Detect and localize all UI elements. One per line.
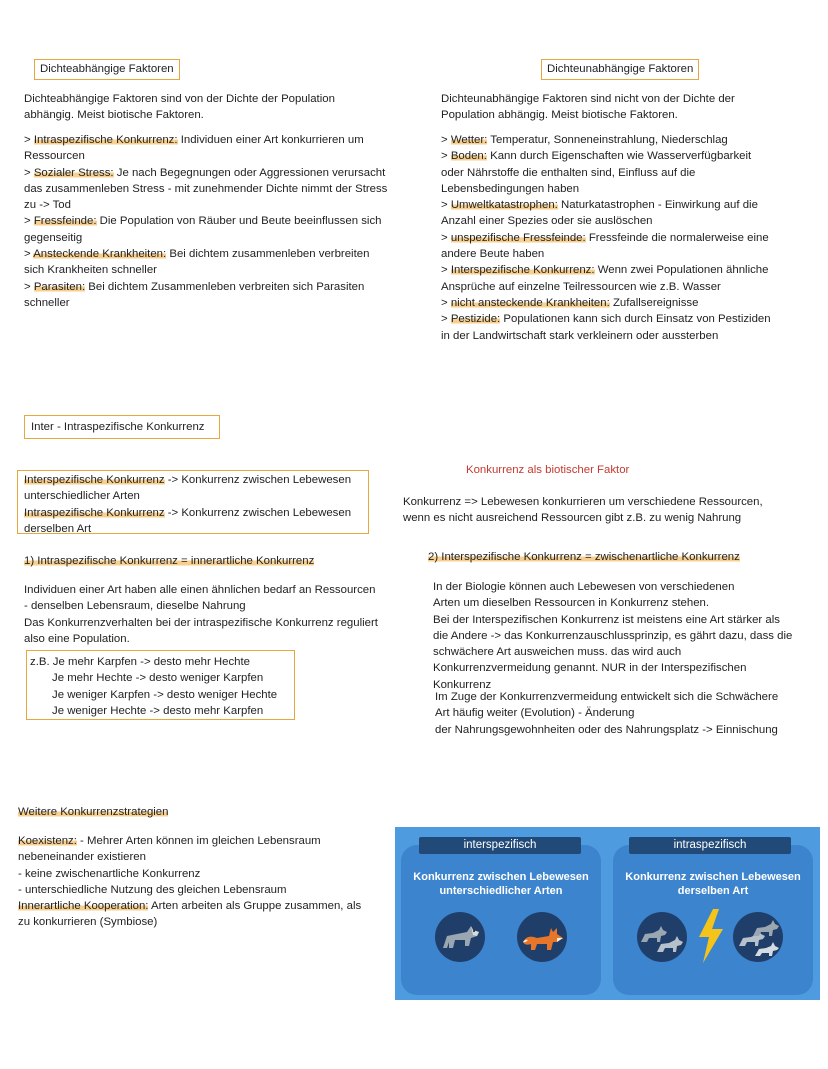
bullet-arrow: > [441, 296, 451, 309]
competition-infographic [395, 827, 820, 1000]
factor-line [441, 148, 826, 164]
factor-line: in der Landwirtschaft stark verkleinern oder aussterben [441, 329, 719, 342]
factor-desc: Bei dichtem Zusammenleben verbreiten sich Parasiten [85, 280, 365, 293]
factor-line [24, 132, 414, 148]
definition-text: Interspezifische Konkurrenz -> Konkurrenz zwischen Lebewesen unterschiedlicher Arten Intraspezifische Konkurrenz -> Konkurrenz zwischen Lebewesen derselben Art [24, 474, 352, 535]
factor-term: Umweltkatastrophen: [450, 199, 558, 212]
factor-line [441, 132, 826, 148]
factor-line [441, 295, 826, 311]
bullet-arrow: > [24, 280, 34, 293]
factor-term: Ansteckende Krankheiten: [33, 248, 167, 261]
wolf-pack-icon [733, 912, 783, 962]
left-factor-list [24, 132, 414, 311]
factor-desc: Zufallsereignisse [609, 296, 699, 309]
factor-desc: Temperatur, Sonneneinstrahlung, Niederschlag [487, 134, 728, 146]
factor-desc: Individuen einer Art konkurrieren um [177, 134, 364, 146]
bullet-arrow: > [441, 150, 451, 163]
factor-line: andere Beute haben [441, 248, 545, 261]
bullet-arrow: > [441, 231, 451, 244]
factor-line [24, 165, 414, 181]
bullet-arrow: > [441, 199, 451, 212]
bullet-arrow: > [24, 134, 34, 146]
strategies-heading: Weitere Konkurrenzstrategien [18, 806, 169, 818]
bullet-arrow: > [24, 215, 34, 228]
factor-line: sich Krankheiten schneller [24, 264, 157, 277]
heading-dichteunabhaengig: Dichteunabhängige Faktoren [541, 59, 699, 80]
factor-line: Ansprüche auf einzelne Teilressourcen wie z.B. Wasser [441, 280, 721, 293]
factor-desc: Fressfeinde die normalerweise eine [585, 231, 769, 244]
left-intro: Dichteabhängige Faktoren sind von der Dichte der Population abhängig. Meist biotische Faktoren. [24, 93, 335, 122]
factor-term: Intraspezifische Konkurrenz: [33, 134, 178, 146]
bio-factor-title: Konkurrenz als biotischer Faktor [466, 464, 630, 476]
factor-desc: Die Population von Räuber und Beute beeinflussen sich [96, 215, 382, 228]
factor-term: Interspezifische Konkurrenz: [450, 264, 595, 277]
inter-caption: Konkurrenz zwischen Lebewesen unterschiedlicher Arten [413, 871, 589, 897]
inter-tag: interspezifisch [419, 837, 581, 854]
factor-term: Sozialer Stress: [33, 166, 114, 179]
wolf-pack-icon [637, 912, 687, 962]
intra-caption: Konkurrenz zwischen Lebewesen derselben Art [625, 871, 801, 897]
factor-term: nicht ansteckende Krankheiten: [450, 296, 610, 309]
factor-desc: Populationen kann sich durch Einsatz von Pestiziden [500, 313, 771, 326]
wolf-icon [435, 912, 485, 962]
inter-panel [401, 845, 601, 995]
factor-line: Anzahl einer Spezies oder sie auslöschen [441, 215, 653, 228]
factor-term: Pestizide: [450, 313, 501, 326]
inter-text: In der Biologie können auch Lebewesen von verschiedenen Arten um dieselben Ressourcen in Konkurrenz stehen. Bei der Interspezifischen Konkurrenz ist meistens eine Art stärker als die Andere -> das Konkurrenzauschlussprinzip, es gährt dazu, dass die schwächere Art ausweichen muss. das wird auch Konkurrenzvermeidung genannt. NUR in der Interspezifischen Konkurrenz [433, 581, 793, 691]
bullet-arrow: > [24, 166, 34, 179]
inter-heading: 2) Interspezifische Konkurrenz = zwischenartliche Konkurrenz [428, 551, 740, 563]
heading-dichteabhaengig: Dichteabhängige Faktoren [34, 59, 180, 80]
lightning-icon [695, 907, 725, 970]
factor-desc: Kann durch Eigenschaften wie Wasserverfügbarkeit [486, 150, 752, 163]
factor-line [24, 279, 414, 295]
right-factor-list [441, 132, 826, 344]
factor-term: Wetter: [450, 134, 488, 146]
factor-term: Fressfeinde: [33, 215, 97, 228]
factor-line: schneller [24, 296, 70, 309]
intra-tag: intraspezifisch [629, 837, 791, 854]
factor-desc: Naturkatastrophen - Einwirkung auf die [557, 199, 758, 212]
factor-desc: Bei dichtem zusammenleben verbreiten [166, 248, 370, 261]
bullet-arrow: > [441, 313, 451, 326]
intra-text: Individuen einer Art haben alle einen ähnlichen bedarf an Ressourcen - denselben Lebensraum, dieselbe Nahrung Das Konkurrenzverhalten bei der intraspezifische Konkurrenz reguliert also eine Population. [24, 584, 378, 645]
factor-line: Ressourcen [24, 150, 85, 163]
factor-line: das zusammenleben Stress - mit zunehmender Dichte nimmt der Stress [24, 182, 388, 195]
right-intro: Dichteunabhängige Faktoren sind nicht von der Dichte der Population abhängig. Meist biotische Faktoren. [441, 93, 735, 122]
factor-line [441, 197, 826, 213]
example-text: z.B. Je mehr Karpfen -> desto mehr Hechte Je mehr Hechte -> desto weniger Karpfen Je weniger Karpfen -> desto weniger Hechte Je weniger Hechte -> desto mehr Karpfen [30, 656, 278, 717]
factor-line [441, 311, 826, 327]
bio-factor-text: Konkurrenz => Lebewesen konkurrieren um verschiedene Ressourcen, wenn es nicht ausreichend Ressourcen gibt z.B. zu wenig Nahrung [403, 496, 763, 525]
factor-term: unspezifische Fressfeinde: [450, 231, 586, 244]
heading-inter-intra: Inter - Intraspezifische Konkurrenz [24, 415, 220, 439]
factor-line: Lebensbedingungen haben [441, 182, 580, 195]
fox-icon [517, 912, 567, 962]
factor-line: oder Nährstoffe die enthalten sind, Einfluss auf die [441, 166, 696, 179]
factor-line: zu -> Tod [24, 199, 71, 212]
factor-line [24, 246, 414, 262]
factor-line [441, 230, 826, 246]
factor-term: Parasiten: [33, 280, 86, 293]
inter-text-2: Im Zuge der Konkurrenzvermeidung entwickelt sich die Schwächere Art häufig weiter (Evolution) - Änderung der Nahrungsgewohnheiten oder des Nahrungsplatz -> Einnischung [435, 691, 779, 736]
bullet-arrow: > [441, 264, 451, 277]
factor-desc: Je nach Begegnungen oder Aggressionen verursacht [113, 166, 386, 179]
strategies-text: Koexistenz: - Mehrer Arten können im gleichen Lebensraum nebeneinander existieren - keine zwischenartliche Konkurrenz - unterschiedliche Nutzung des gleichen Lebensraum Innerartliche Kooperation: Arten arbeiten als Gruppe zusammen, als zu konkurrieren (Symbiose) [18, 835, 362, 929]
factor-line: gegenseitig [24, 231, 83, 244]
factor-line [441, 262, 826, 278]
factor-term: Boden: [450, 150, 487, 163]
bullet-arrow: > [441, 134, 451, 146]
bullet-arrow: > [24, 248, 34, 261]
factor-desc: Wenn zwei Populationen ähnliche [594, 264, 769, 277]
intra-heading: 1) Intraspezifische Konkurrenz = innerartliche Konkurrenz [24, 555, 315, 567]
factor-line [24, 213, 414, 229]
